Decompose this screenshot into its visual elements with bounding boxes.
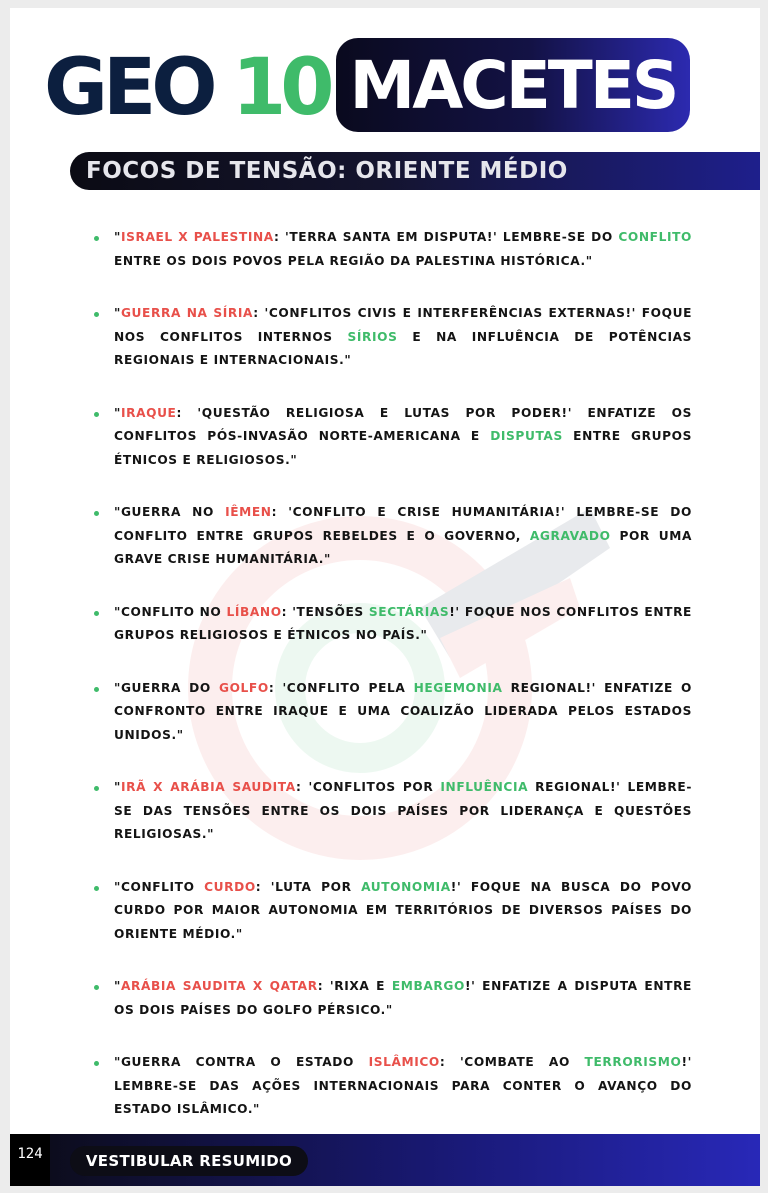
item-text: !' FOQUE NA BUSCA DO POVO CURDO POR MAIOR AUTONOMIA EM TERRITÓRIOS DE DIVERSOS PAÍSES DO ORIENTE MÉDIO." bbox=[114, 879, 692, 941]
item-text: : 'LUTA POR bbox=[255, 879, 362, 894]
highlight-keyword: AGRAVADO bbox=[529, 528, 611, 543]
bullet-icon bbox=[94, 511, 99, 516]
bullet-icon bbox=[94, 611, 99, 616]
bullet-icon bbox=[94, 412, 99, 417]
bullet-icon bbox=[94, 312, 99, 317]
highlight-keyword: AUTONOMIA bbox=[361, 879, 451, 894]
bullet-icon bbox=[94, 236, 99, 241]
item-text: : 'QUESTÃO RELIGIOSA E LUTAS POR PODER!' ENFATIZE OS CONFLITOS PÓS-INVASÃO NORTE-AMERICANA E bbox=[114, 405, 692, 443]
highlight-topic: LÍBANO bbox=[226, 604, 282, 619]
highlight-topic: ARÁBIA SAUDITA X QATAR bbox=[120, 979, 318, 993]
item-text: " bbox=[114, 979, 121, 993]
list-item bbox=[92, 601, 692, 648]
highlight-keyword: DISPUTAS bbox=[490, 429, 563, 443]
item-text: : 'TERRA SANTA EM DISPUTA!' LEMBRE-SE DO bbox=[274, 230, 619, 244]
page-title: FOCOS DE TENSÃO: ORIENTE MÉDIO bbox=[86, 158, 568, 184]
list-item bbox=[92, 1051, 692, 1122]
item-text: !' FOQUE NOS CONFLITOS ENTRE GRUPOS RELIGIOSOS E ÉTNICOS NO PAÍS." bbox=[114, 604, 692, 642]
item-text: "CONFLITO NO bbox=[114, 604, 227, 619]
list-item bbox=[92, 776, 692, 847]
highlight-topic: IRAQUE bbox=[120, 405, 177, 420]
tension-focus-list bbox=[92, 226, 692, 1151]
highlight-topic: GUERRA NA SÍRIA bbox=[120, 306, 254, 320]
highlight-topic: IRÃ X ARÁBIA SAUDITA bbox=[120, 780, 296, 794]
item-text: " bbox=[114, 306, 121, 320]
item-text: "GUERRA DO bbox=[114, 680, 219, 695]
item-text: ENTRE GRUPOS ÉTNICOS E RELIGIOSOS." bbox=[114, 429, 692, 467]
highlight-topic: CURDO bbox=[204, 879, 256, 894]
bullet-icon bbox=[94, 985, 99, 990]
item-text: : 'CONFLITO E CRISE HUMANITÁRIA!' LEMBRE-SE DO CONFLITO ENTRE GRUPOS REBELDES E O GOVERNO, bbox=[114, 505, 692, 543]
item-text: !' ENFATIZE A DISPUTA ENTRE OS DOIS PAÍSES DO GOLFO PÉRSICO." bbox=[114, 979, 692, 1017]
geo10macetes-logo bbox=[44, 38, 704, 138]
item-text: "GUERRA CONTRA O ESTADO bbox=[114, 1055, 369, 1069]
item-text: " bbox=[114, 230, 121, 244]
highlight-keyword: TERRORISMO bbox=[584, 1055, 682, 1069]
list-item bbox=[92, 226, 692, 273]
highlight-topic: GOLFO bbox=[218, 680, 269, 695]
highlight-keyword: CONFLITO bbox=[618, 230, 692, 244]
bullet-icon bbox=[94, 886, 99, 891]
highlight-keyword: INFLUÊNCIA bbox=[440, 780, 529, 794]
footer-tag: VESTIBULAR RESUMIDO bbox=[70, 1146, 308, 1176]
item-text: : 'CONFLITO PELA bbox=[268, 680, 414, 695]
item-text: POR UMA GRAVE CRISE HUMANITÁRIA." bbox=[114, 528, 693, 566]
list-item bbox=[92, 677, 692, 748]
title-banner bbox=[70, 152, 760, 190]
page-number: 124 bbox=[10, 1134, 50, 1186]
highlight-topic: IÊMEN bbox=[225, 505, 272, 519]
item-text: !' LEMBRE-SE DAS AÇÕES INTERNACIONAIS PARA CONTER O AVANÇO DO ESTADO ISLÂMICO." bbox=[114, 1055, 692, 1116]
list-item bbox=[92, 975, 692, 1022]
bullet-icon bbox=[94, 786, 99, 791]
item-text: " bbox=[114, 780, 121, 794]
bullet-icon bbox=[94, 1061, 99, 1066]
item-text: E NA INFLUÊNCIA DE POTÊNCIAS REGIONAIS E INTERNACIONAIS." bbox=[114, 329, 692, 367]
item-text: : 'TENSÕES bbox=[281, 604, 369, 619]
logo-text-10: 10 bbox=[232, 43, 329, 133]
highlight-topic: ISRAEL X PALESTINA bbox=[120, 230, 275, 244]
item-text: : 'RIXA E bbox=[317, 979, 392, 993]
highlight-keyword: HEGEMONIA bbox=[413, 680, 503, 695]
highlight-keyword: EMBARGO bbox=[391, 979, 465, 993]
footer-bar bbox=[10, 1134, 760, 1186]
list-item bbox=[92, 501, 692, 572]
item-text: : 'CONFLITOS CIVIS E INTERFERÊNCIAS EXTERNAS!' FOQUE NOS CONFLITOS INTERNOS bbox=[114, 306, 692, 344]
highlight-keyword: SÍRIOS bbox=[347, 329, 398, 344]
logo-text-macetes: MACETES bbox=[349, 47, 677, 124]
item-text: REGIONAL!' LEMBRE-SE DAS TENSÕES ENTRE OS DOIS PAÍSES POR LIDERANÇA E QUESTÕES RELIGIOSAS." bbox=[114, 780, 692, 841]
page bbox=[10, 8, 760, 1186]
item-text: REGIONAL!' ENFATIZE O CONFRONTO ENTRE IRAQUE E UMA COALIZÃO LIDERADA PELOS ESTADOS UNIDOS." bbox=[114, 680, 692, 742]
bullet-icon bbox=[94, 687, 99, 692]
item-text: : 'CONFLITOS POR bbox=[295, 780, 441, 794]
item-text: " bbox=[114, 405, 121, 420]
logo-text-geo: GEO bbox=[44, 43, 213, 133]
item-text: ENTRE OS DOIS POVOS PELA REGIÃO DA PALESTINA HISTÓRICA." bbox=[114, 253, 593, 268]
item-text: "GUERRA NO bbox=[114, 505, 226, 519]
list-item bbox=[92, 302, 692, 373]
list-item bbox=[92, 402, 692, 473]
highlight-keyword: SECTÁRIAS bbox=[368, 604, 450, 619]
highlight-topic: ISLÂMICO bbox=[368, 1055, 440, 1069]
item-text: "CONFLITO bbox=[114, 879, 205, 894]
list-item bbox=[92, 876, 692, 947]
item-text: : 'COMBATE AO bbox=[439, 1055, 585, 1069]
